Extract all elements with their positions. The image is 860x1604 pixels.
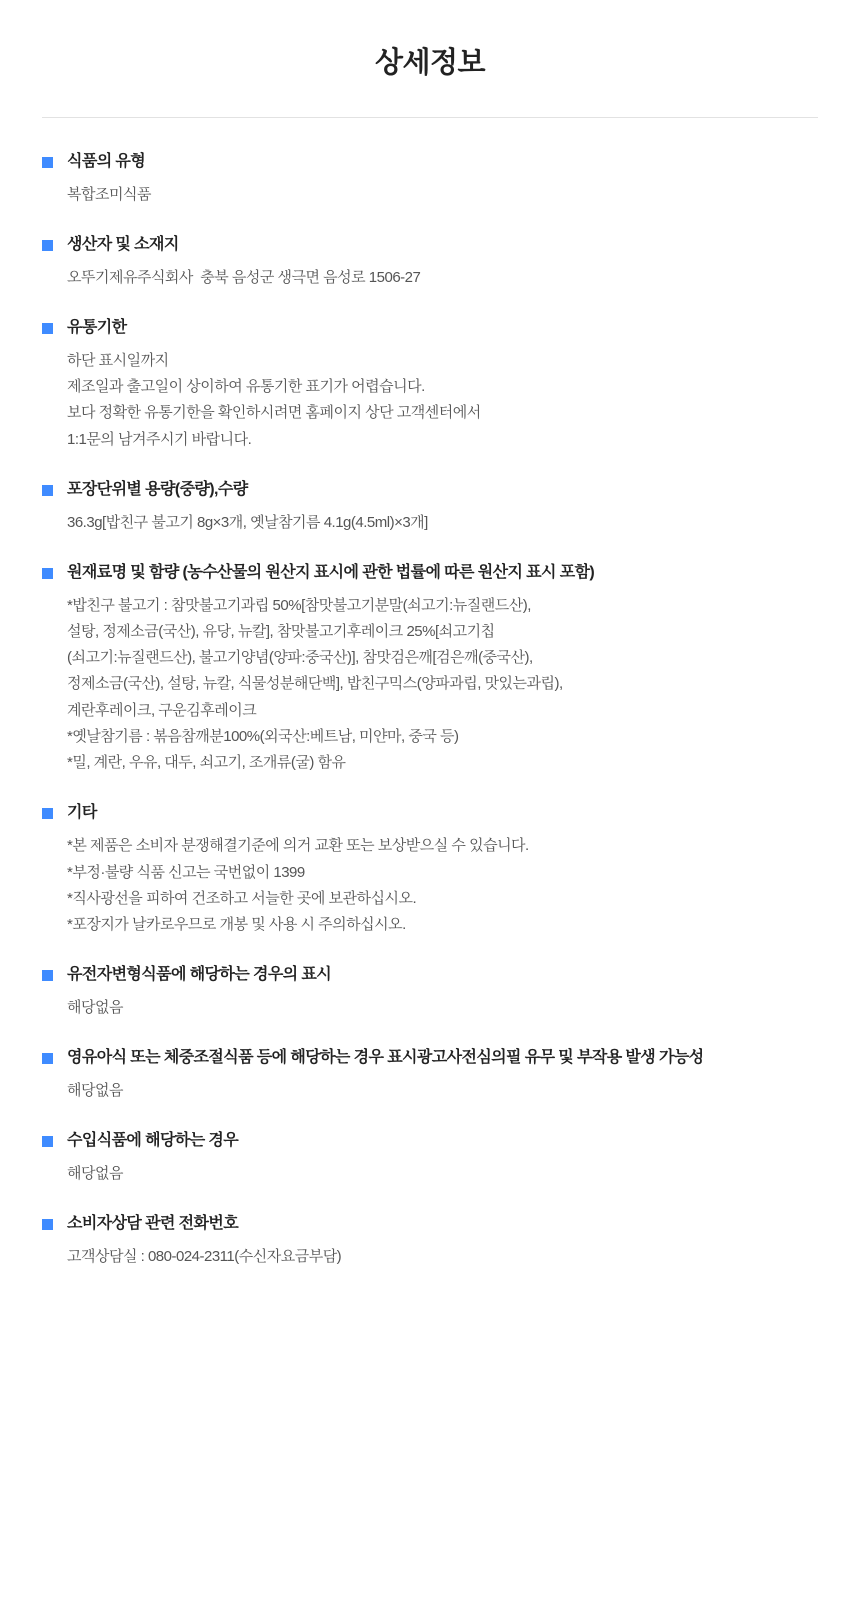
section-header — [42, 235, 818, 256]
square-bullet-icon — [42, 1219, 53, 1230]
section-line: 제조일과 출고일이 상이하여 유통기한 표기가 어렵습니다. — [67, 378, 425, 396]
section-body — [42, 995, 818, 1021]
section-line: 복합조미식품 — [67, 185, 151, 203]
section-title: 유전자변형식품에 해당하는 경우의 표시 — [67, 966, 332, 984]
section-body — [42, 182, 818, 208]
section-header — [42, 803, 818, 824]
section-line: 설탕, 정제소금(국산), 유당, 뉴칼], 참맛불고기후레이크 25%[쇠고기칩 — [67, 622, 495, 640]
square-bullet-icon — [42, 240, 53, 251]
info-section — [42, 480, 818, 536]
section-line: *직사광선을 피하여 건조하고 서늘한 곳에 보관하십시오. — [67, 889, 417, 907]
page-title: 상세정보 — [374, 47, 486, 79]
section-title: 소비자상담 관련 전화번호 — [67, 1215, 239, 1233]
section-body — [42, 593, 818, 777]
sections-container — [42, 152, 818, 1270]
section-line: *포장지가 날카로우므로 개봉 및 사용 시 주의하십시오. — [67, 916, 406, 934]
section-title: 기타 — [67, 804, 97, 822]
section-line: *부정·불량 식품 신고는 국번없이 1399 — [67, 863, 305, 881]
square-bullet-icon — [42, 970, 53, 981]
info-section — [42, 1214, 818, 1270]
info-section — [42, 152, 818, 208]
section-header — [42, 152, 818, 173]
section-body — [42, 510, 818, 536]
section-header — [42, 965, 818, 986]
section-title: 원재료명 및 함량 (농수산물의 원산지 표시에 관한 법률에 따른 원산지 표시 포함) — [67, 563, 595, 581]
square-bullet-icon — [42, 1136, 53, 1147]
square-bullet-icon — [42, 323, 53, 334]
section-title: 포장단위별 용량(중량),수량 — [67, 480, 248, 498]
section-body — [42, 1161, 818, 1187]
section-header — [42, 318, 818, 339]
square-bullet-icon — [42, 1053, 53, 1064]
section-line: 해당없음 — [67, 999, 123, 1017]
info-section — [42, 318, 818, 453]
square-bullet-icon — [42, 157, 53, 168]
section-line: *본 제품은 소비자 분쟁해결기준에 의거 교환 또는 보상받으실 수 있습니다. — [67, 837, 529, 855]
section-line: 정제소금(국산), 설탕, 뉴칼, 식물성분해단백], 밥친구믹스(양파과립, 맛있는과립), — [67, 675, 563, 693]
info-section — [42, 235, 818, 291]
section-line: 1:1문의 남겨주시기 바랍니다. — [67, 430, 252, 448]
section-header — [42, 1048, 818, 1069]
section-line: (쇠고기:뉴질랜드산), 불고기양념(양파:중국산)], 참맛검은깨[검은깨(중국산), — [67, 649, 533, 667]
section-line: 계란후레이크, 구운김후레이크 — [67, 701, 257, 719]
section-line: 고객상담실 : 080-024-2311(수신자요금부담) — [67, 1248, 342, 1266]
section-header — [42, 480, 818, 501]
section-body — [42, 1244, 818, 1270]
section-title: 유통기한 — [67, 319, 127, 337]
info-section — [42, 1131, 818, 1187]
section-body — [42, 833, 818, 938]
info-section — [42, 563, 818, 777]
square-bullet-icon — [42, 568, 53, 579]
section-body — [42, 1078, 818, 1104]
section-line: 오뚜기제유주식회사 충북 음성군 생극면 음성로 1506-27 — [67, 268, 421, 286]
section-title: 영유아식 또는 체중조절식품 등에 해당하는 경우 표시광고사전심의필 유무 및 부작용 발생 가능성 — [67, 1049, 704, 1067]
square-bullet-icon — [42, 485, 53, 496]
section-header — [42, 1214, 818, 1235]
title-divider — [42, 117, 818, 118]
section-body — [42, 265, 818, 291]
section-line: *밀, 계란, 우유, 대두, 쇠고기, 조개류(굴) 함유 — [67, 754, 346, 772]
section-line: 보다 정확한 유통기한을 확인하시려면 홈페이지 상단 고객센터에서 — [67, 404, 481, 422]
section-title: 수입식품에 해당하는 경우 — [67, 1132, 239, 1150]
section-line: *밥친구 불고기 : 참맛불고기과립 50%[참맛불고기분말(쇠고기:뉴질랜드산), — [67, 596, 531, 614]
section-header — [42, 563, 818, 584]
section-line: 해당없음 — [67, 1165, 123, 1183]
info-section — [42, 1048, 818, 1104]
section-title: 생산자 및 소재지 — [67, 236, 179, 254]
section-title: 식품의 유형 — [67, 153, 146, 170]
section-line: 하단 표시일까지 — [67, 351, 169, 369]
section-line: 36.3g[밥친구 불고기 8g×3개, 옛날참기름 4.1g(4.5ml)×3개] — [67, 513, 428, 531]
section-line: 해당없음 — [67, 1082, 123, 1100]
section-body — [42, 348, 818, 453]
info-section — [42, 803, 818, 938]
section-header — [42, 1131, 818, 1152]
square-bullet-icon — [42, 808, 53, 819]
section-line: *옛날참기름 : 볶음참깨분100%(외국산:베트남, 미얀마, 중국 등) — [67, 727, 459, 745]
info-section — [42, 965, 818, 1021]
